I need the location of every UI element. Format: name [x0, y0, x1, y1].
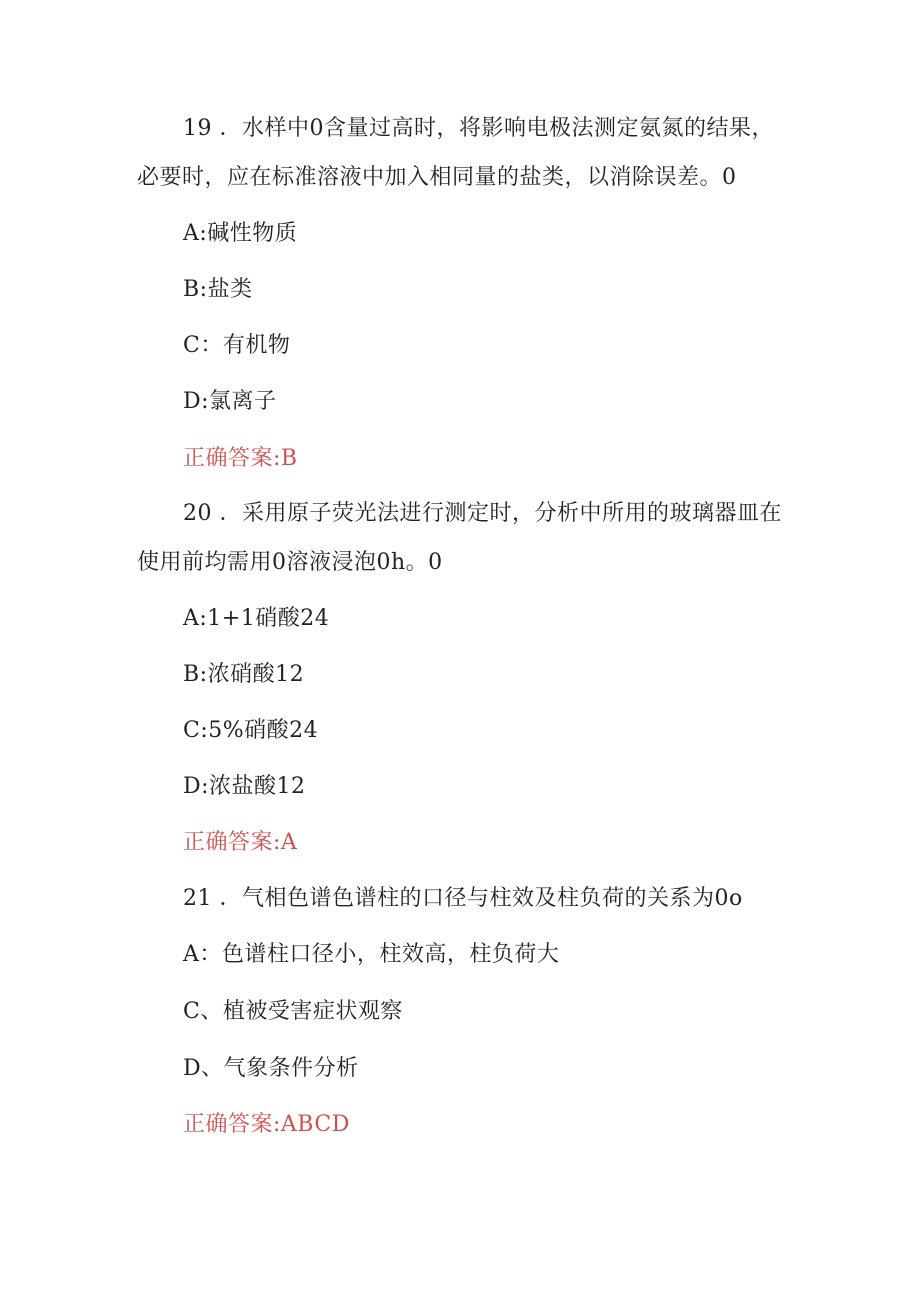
question-20-answer: 正确答案:A	[183, 830, 298, 855]
question-20-option-b: B:浓硝酸12	[183, 662, 305, 687]
question-20-stem-line-2: 使用前均需用0溶液浸泡0h。0	[137, 550, 443, 575]
question-19-option-c: C：有机物	[183, 333, 291, 358]
question-19-option-a: A:碱性物质	[183, 221, 298, 246]
question-20-option-a: A:1+1硝酸24	[183, 606, 330, 631]
question-21-option-a: A：色谱柱口径小，柱效高，柱负荷大	[183, 942, 560, 967]
question-20-option-d: D:浓盐酸12	[183, 774, 306, 799]
question-20-stem-line-1: 20 ．采用原子荧光法进行测定时，分析中所用的玻璃器皿在	[183, 501, 782, 526]
question-21-option-c: C、植被受害症状观察	[183, 999, 403, 1024]
question-19-stem-line-2: 必要时，应在标准溶液中加入相同量的盐类，以消除误差。0	[137, 165, 737, 190]
question-21-stem-line-1: 21 ．气相色谱色谱柱的口径与柱效及柱负荷的关系为0o	[183, 886, 743, 911]
question-19-option-b: B:盐类	[183, 277, 253, 302]
question-19-answer: 正确答案:B	[183, 446, 298, 471]
question-21-option-d: D、气象条件分析	[183, 1056, 359, 1081]
question-21-answer: 正确答案:ABCD	[183, 1112, 350, 1137]
question-19-stem-line-1: 19 ．水样中0含量过高时，将影响电极法测定氨氮的结果，	[183, 116, 774, 141]
question-20-option-c: C:5%硝酸24	[183, 718, 319, 743]
question-19-option-d: D:氯离子	[183, 389, 277, 414]
